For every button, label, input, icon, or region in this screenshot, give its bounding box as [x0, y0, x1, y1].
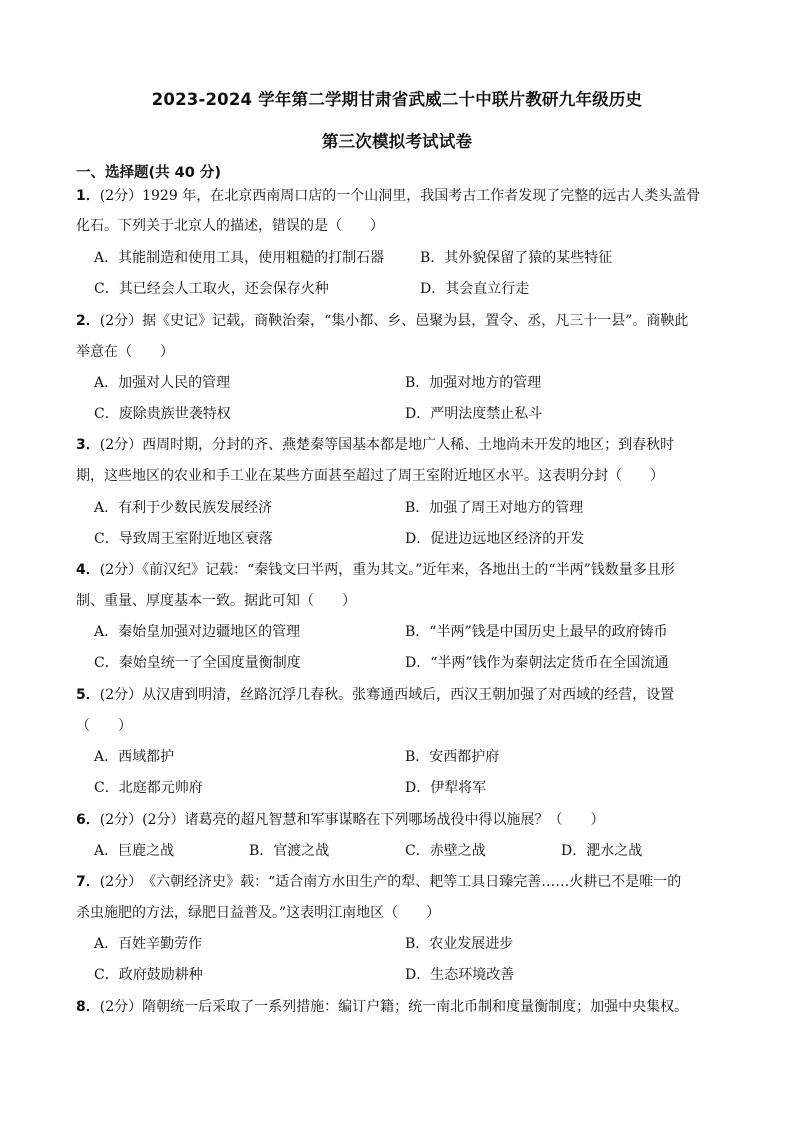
question-5-option-c[interactable]: C．北庭都元帅府: [94, 780, 203, 796]
question-7-option-b[interactable]: B．农业发展进步: [405, 936, 514, 952]
question-2-option-a[interactable]: A．加强对人民的管理: [94, 375, 231, 391]
question-6-option-b[interactable]: B．官渡之战: [249, 843, 330, 859]
question-text: (2分）据《史记》记载，商鞅治秦，“集小都、乡、邑聚为县，置令、丞，凡三十一县”。商鞅此: [99, 313, 689, 329]
question-text: (2分）《前汉纪》记载：“秦钱文曰半两，重为其文。”近年来，各地出土的“半两”钱数量多且形: [99, 562, 675, 578]
question-3-line-1: [76, 435, 726, 455]
question-5-line-2: （ ）: [76, 718, 132, 734]
question-6-option-d[interactable]: D．淝水之战: [561, 843, 643, 859]
question-1-option-d[interactable]: D．其会直立行走: [420, 281, 530, 297]
question-number: 1．: [76, 188, 100, 204]
question-text: (2分）隋朝统一后采取了一系列措施：编订户籍；统一南北币制和度量衡制度；加强中央集权。: [99, 999, 689, 1015]
question-7-line-2: 杀虫施肥的方法，绿肥日益普及。”这表明江南地区（ ）: [76, 905, 441, 921]
question-7-option-c[interactable]: C．政府鼓励耕种: [94, 967, 203, 983]
question-7-option-d[interactable]: D．生态环境改善: [405, 967, 515, 983]
question-4-option-a[interactable]: A．秦始皇加强对边疆地区的管理: [94, 624, 301, 640]
question-6-line-1: [76, 810, 726, 830]
exam-title-line-1: 2023-2024 学年第二学期甘肃省武威二十中联片教研九年级历史: [151, 90, 643, 109]
question-4-option-b[interactable]: B．“半两”钱是中国历史上最早的政府铸币: [405, 624, 668, 640]
question-1-option-a[interactable]: A．其能制造和使用工具，使用粗糙的打制石器: [94, 250, 385, 266]
question-3-option-b[interactable]: B．加强了周王对地方的管理: [405, 500, 584, 516]
question-5-option-b[interactable]: B．安西都护府: [405, 749, 500, 765]
question-1-option-c[interactable]: C．其已经会人工取火，还会保存火种: [94, 281, 329, 297]
question-3-option-a[interactable]: A．有利于少数民族发展经济: [94, 500, 273, 516]
question-number: 4．: [76, 562, 100, 578]
question-4-option-d[interactable]: D．“半两”钱作为秦朝法定货币在全国流通: [405, 655, 669, 671]
question-2-option-c[interactable]: C．废除贵族世袭特权: [94, 406, 231, 422]
question-3-option-d[interactable]: D．促进边远地区经济的开发: [405, 531, 585, 547]
question-2-option-b[interactable]: B．加强对地方的管理: [405, 375, 542, 391]
question-1-option-b[interactable]: B．其外貌保留了猿的某些特征: [420, 250, 613, 266]
question-4-option-c[interactable]: C．秦始皇统一了全国度量衡制度: [94, 655, 301, 671]
question-2-option-d[interactable]: D．严明法度禁止私斗: [405, 406, 543, 422]
question-text: (2分） 《六朝经济史》载：“适合南方水田生产的犁、耙等工具日臻完善……火耕已不是唯一的: [99, 874, 682, 890]
question-7-line-1: [76, 872, 726, 892]
question-8-line-1: [76, 997, 726, 1017]
question-number: 3．: [76, 437, 100, 453]
question-text: (2分）1929 年，在北京西南周口店的一个山洞里，我国考古工作者发现了完整的远古人类头盖骨: [99, 188, 701, 204]
question-text: (2分）从汉唐到明清，丝路沉浮几春秋。张骞通西域后，西汉王朝加强了对西域的经营，设置: [99, 687, 675, 703]
question-4-line-1: [76, 560, 726, 580]
question-number: 8．: [76, 999, 100, 1015]
question-6-option-a[interactable]: A．巨鹿之战: [94, 843, 175, 859]
question-3-line-2: 期，这些地区的农业和手工业在某些方面甚至超过了周王室附近地区水平。这表明分封（ ）: [76, 468, 664, 484]
question-2-line-1: [76, 311, 726, 331]
question-number: 5．: [76, 687, 100, 703]
exam-title-line-2: 第三次模拟考试试卷: [321, 132, 473, 151]
question-text: (2分）西周时期，分封的齐、燕楚秦等国基本都是地广人稀、土地尚未开发的地区；到春秋时: [99, 437, 675, 453]
section-heading: 一、选择题(共 40 分): [76, 165, 222, 181]
question-7-option-a[interactable]: A．百姓辛勤劳作: [94, 936, 203, 952]
question-5-line-1: [76, 685, 726, 705]
question-4-line-2: 制、重量、厚度基本一致。据此可知（ ）: [76, 593, 356, 609]
question-number: 2．: [76, 313, 100, 329]
question-5-option-d[interactable]: D．伊犁将军: [405, 780, 487, 796]
question-1-line-2: 化石。下列关于北京人的描述，错误的是（ ）: [76, 218, 384, 234]
question-6-option-c[interactable]: C．赤壁之战: [405, 843, 486, 859]
question-number: 7．: [76, 874, 100, 890]
question-number: 6．: [76, 812, 100, 828]
question-text: (2分）(2分）诸葛亮的超凡智慧和军事谋略在下列哪场战役中得以施展？（ ）: [99, 812, 605, 828]
question-3-option-c[interactable]: C．导致周王室附近地区衰落: [94, 531, 273, 547]
question-2-line-2: 举意在（ ）: [76, 344, 174, 360]
question-1-line-1: [76, 186, 726, 206]
question-5-option-a[interactable]: A．西域都护: [94, 749, 175, 765]
